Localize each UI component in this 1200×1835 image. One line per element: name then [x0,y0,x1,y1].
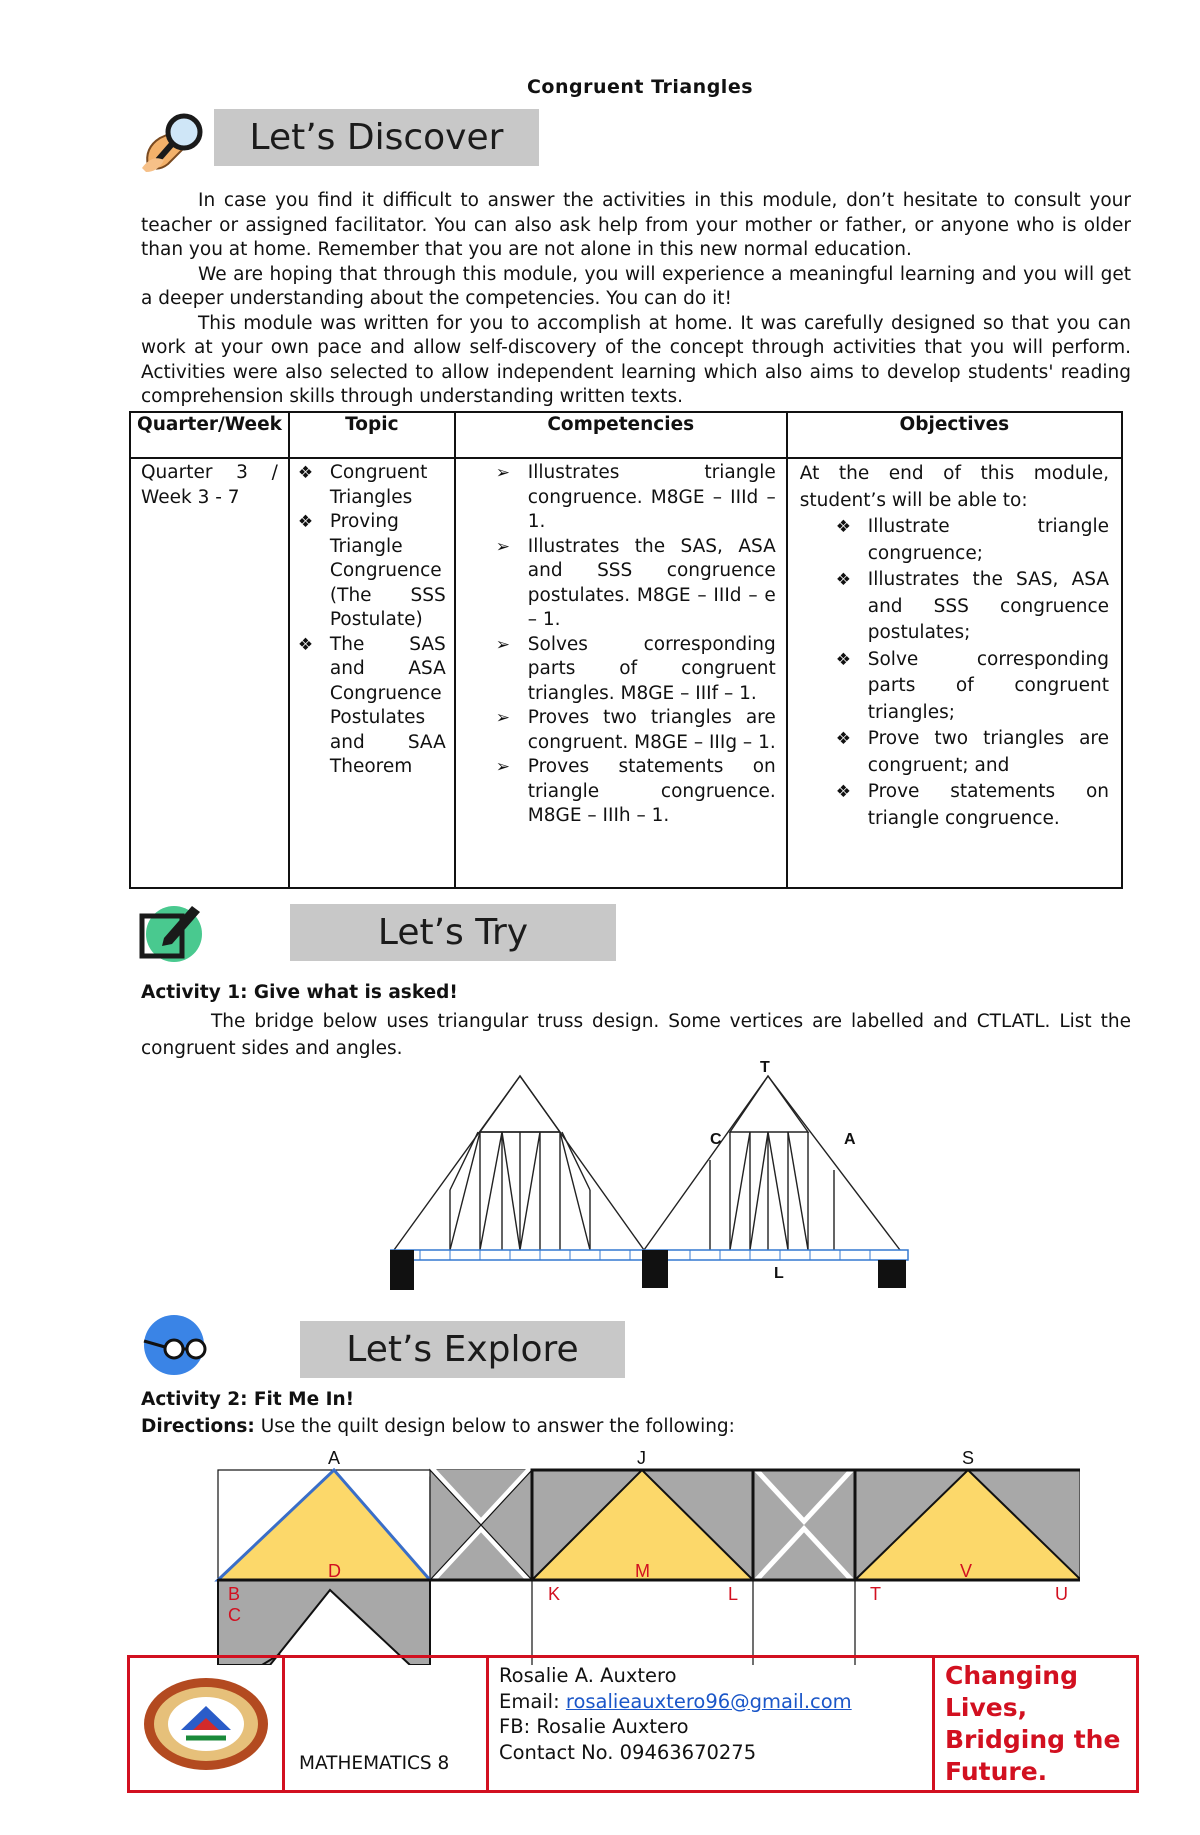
list-item: ➢ Illustrates the SAS, ASA and SSS congruence postulates. M8GE – IIId – e – 1. [495,535,776,630]
author-email-row: Email: rosalieauxtero96@gmail.com [499,1689,852,1713]
quilt-label-s: S [962,1448,975,1468]
list-item: ❖ Prove two triangles are congruent; and [835,728,1109,776]
discover-text [141,189,1131,410]
list-item: ❖ Proving Triangle Congruence (The SSS Postulate) [297,511,446,630]
explore-heading: Let’s Explore [300,1321,625,1378]
author-contact-number: Contact No. 09463670275 [499,1740,757,1764]
competencies-cell [455,458,787,888]
quilt-label-t: T [870,1584,881,1604]
list-item: ❖ Prove statements on triangle congruence. [835,781,1109,829]
magnifier-icon [138,108,210,174]
quilt-label-d: D [328,1561,341,1581]
quilt-label-c: C [228,1605,241,1625]
footer [127,1655,1139,1793]
topic-cell [289,458,455,888]
vertex-label-t: T [760,1060,770,1076]
activity-2-directions: Directions: Use the quilt design below to answer the following: [141,1416,735,1437]
subject-cell [285,1658,489,1790]
paragraph: In case you find it difficult to answer the activities in this module, don’t hesitate to consult your teacher or assigned facilitator. You can also ask help from your mother or father, or anyone who is older than you at home. Remember that you are not alone in this new normal education. [141,190,1131,260]
discover-heading: Let’s Discover [214,109,539,166]
list-item: ➢ Solves corresponding parts of congruent triangles. M8GE – IIIf – 1. [495,633,776,704]
edit-icon [136,898,206,964]
quilt-label-u: U [1055,1584,1068,1604]
author-fb: FB: Rosalie Auxtero [499,1715,689,1738]
list-item: ❖ Illustrates the SAS, ASA and SSS congruence postulates; [835,569,1109,643]
activity-1-title: Activity 1: Give what is asked! [141,982,458,1003]
author-name: Rosalie A. Auxtero [499,1664,677,1687]
activity-1-text: The bridge below uses triangular truss design. Some vertices are labelled and CTLATL. List the congruent sides and angles. [141,1011,1131,1059]
objectives-cell [787,458,1122,888]
vertex-label-c: C [710,1131,722,1148]
paragraph: We are hoping that through this module, you will experience a meaningful learning and you will get a deeper understanding about the competencies. You can do it! [141,263,1131,309]
column-header: Topic [289,412,455,458]
email-link[interactable]: rosalieauxtero96@gmail.com [565,1689,852,1713]
activity-2-title: Activity 2: Fit Me In! [141,1389,355,1410]
subject-name: MATHEMATICS 8 [299,1753,450,1774]
quilt-design [210,1440,1080,1665]
page-title: Congruent Triangles [526,76,754,98]
quilt-label-m: M [635,1561,650,1581]
quilt-label-l: L [728,1584,739,1604]
list-item: ❖ Congruent Triangles [297,462,428,508]
quilt-label-v: V [960,1561,973,1581]
list-item: ➢ Proves statements on triangle congruence. M8GE – IIIh – 1. [495,756,776,826]
paragraph: This module was written for you to accomplish at home. It was carefully designed so that you can work at your own pace and allow self-discovery of the concept through activities that you will perform. Activities were also selected to allow independent learning which also aims to develop students' reading comprehension skills through understanding written texts. [141,312,1131,407]
list-item: ➢ Illustrates triangle congruence. M8GE – IIId – 1. [495,462,776,532]
seal-logo-icon [141,1672,271,1776]
quilt-label-b: B [228,1584,241,1604]
list-item: ➢ Proves two triangles are congruent. M8GE – IIIg – 1. [495,707,776,753]
objectives-intro: At the end of this module, student’s will be able to: [799,463,1109,511]
slogan: Changing Lives, Bridging the Future. [945,1661,1121,1786]
bridge-truss-diagram [390,1060,920,1300]
author-contact [489,1658,935,1790]
quilt-label-k: K [548,1584,561,1604]
vertex-label-a: A [844,1131,856,1148]
try-heading: Let’s Try [290,904,616,961]
list-item: ❖ Illustrate triangle congruence; [835,516,1109,564]
column-header: Objectives [787,412,1122,458]
school-seal [130,1658,285,1790]
quilt-label-j: J [637,1448,646,1468]
list-item: ❖ The SAS and ASA Congruence Postulates and SAA Theorem [297,633,446,777]
quilt-label-a: A [328,1448,341,1468]
column-header: Competencies [455,412,787,458]
learning-plan-table [129,411,1123,889]
glasses-icon [140,1313,212,1377]
column-header: Quarter/Week [130,412,289,458]
vertex-label-l: L [774,1265,784,1282]
quarter-cell: Quarter 3 / Week 3 - 7 [130,458,289,888]
list-item: ❖ Solve corresponding parts of congruent triangles; [835,648,1109,723]
